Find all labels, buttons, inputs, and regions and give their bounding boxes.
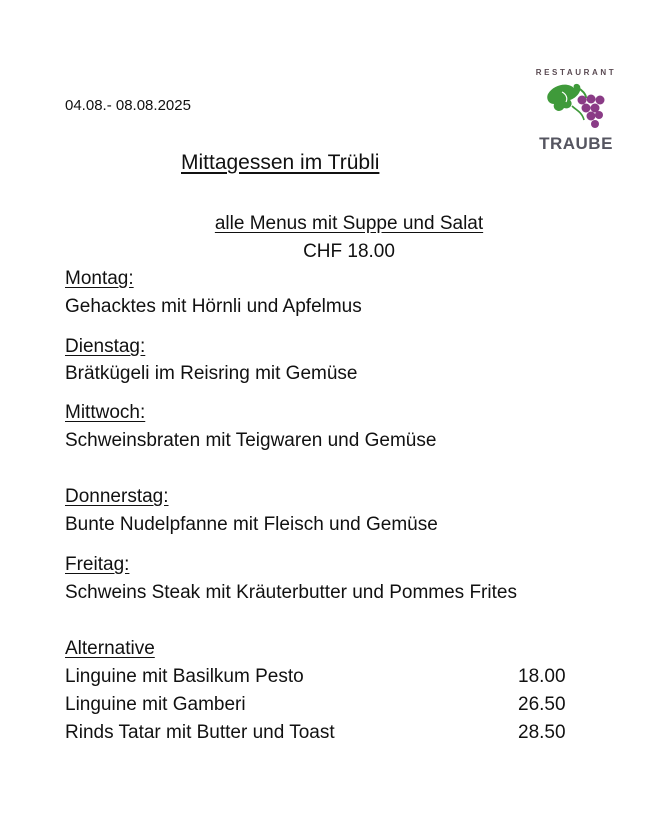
dish-thursday: Bunte Nudelpfanne mit Fleisch und Gemüse xyxy=(65,514,438,535)
dish-friday: Schweins Steak mit Kräuterbutter und Pommes Frites xyxy=(65,582,517,603)
alternative-item-price: 26.50 xyxy=(518,694,566,715)
alternative-item-name: Rinds Tatar mit Butter und Toast xyxy=(65,722,335,743)
menu-price: CHF 18.00 xyxy=(303,241,395,262)
logo-name: TRAUBE xyxy=(539,134,613,153)
date-range: 04.08.- 08.08.2025 xyxy=(65,97,191,114)
grape-leaf-icon xyxy=(544,80,608,132)
day-label-thursday: Donnerstag: xyxy=(65,486,169,507)
day-label-monday: Montag: xyxy=(65,268,134,289)
restaurant-logo xyxy=(530,68,622,154)
logo-top-text: RESTAURANT xyxy=(535,68,617,77)
alternative-heading: Alternative xyxy=(65,638,155,659)
day-label-friday: Freitag: xyxy=(65,554,130,575)
alternative-item-price: 18.00 xyxy=(518,666,566,687)
day-label-tuesday: Dienstag: xyxy=(65,336,146,357)
dish-wednesday: Schweinsbraten mit Teigwaren und Gemüse xyxy=(65,430,437,451)
page-title: Mittagessen im Trübli xyxy=(181,151,380,174)
menu-subtitle: alle Menus mit Suppe und Salat xyxy=(214,213,484,234)
alternative-item-name: Linguine mit Basilkum Pesto xyxy=(65,666,304,687)
day-label-wednesday: Mittwoch: xyxy=(65,402,146,423)
alternative-item-price: 28.50 xyxy=(518,722,566,743)
dish-monday: Gehacktes mit Hörnli und Apfelmus xyxy=(65,296,362,317)
dish-tuesday: Brätkügeli im Reisring mit Gemüse xyxy=(65,363,358,384)
alternative-item-name: Linguine mit Gamberi xyxy=(65,694,246,715)
